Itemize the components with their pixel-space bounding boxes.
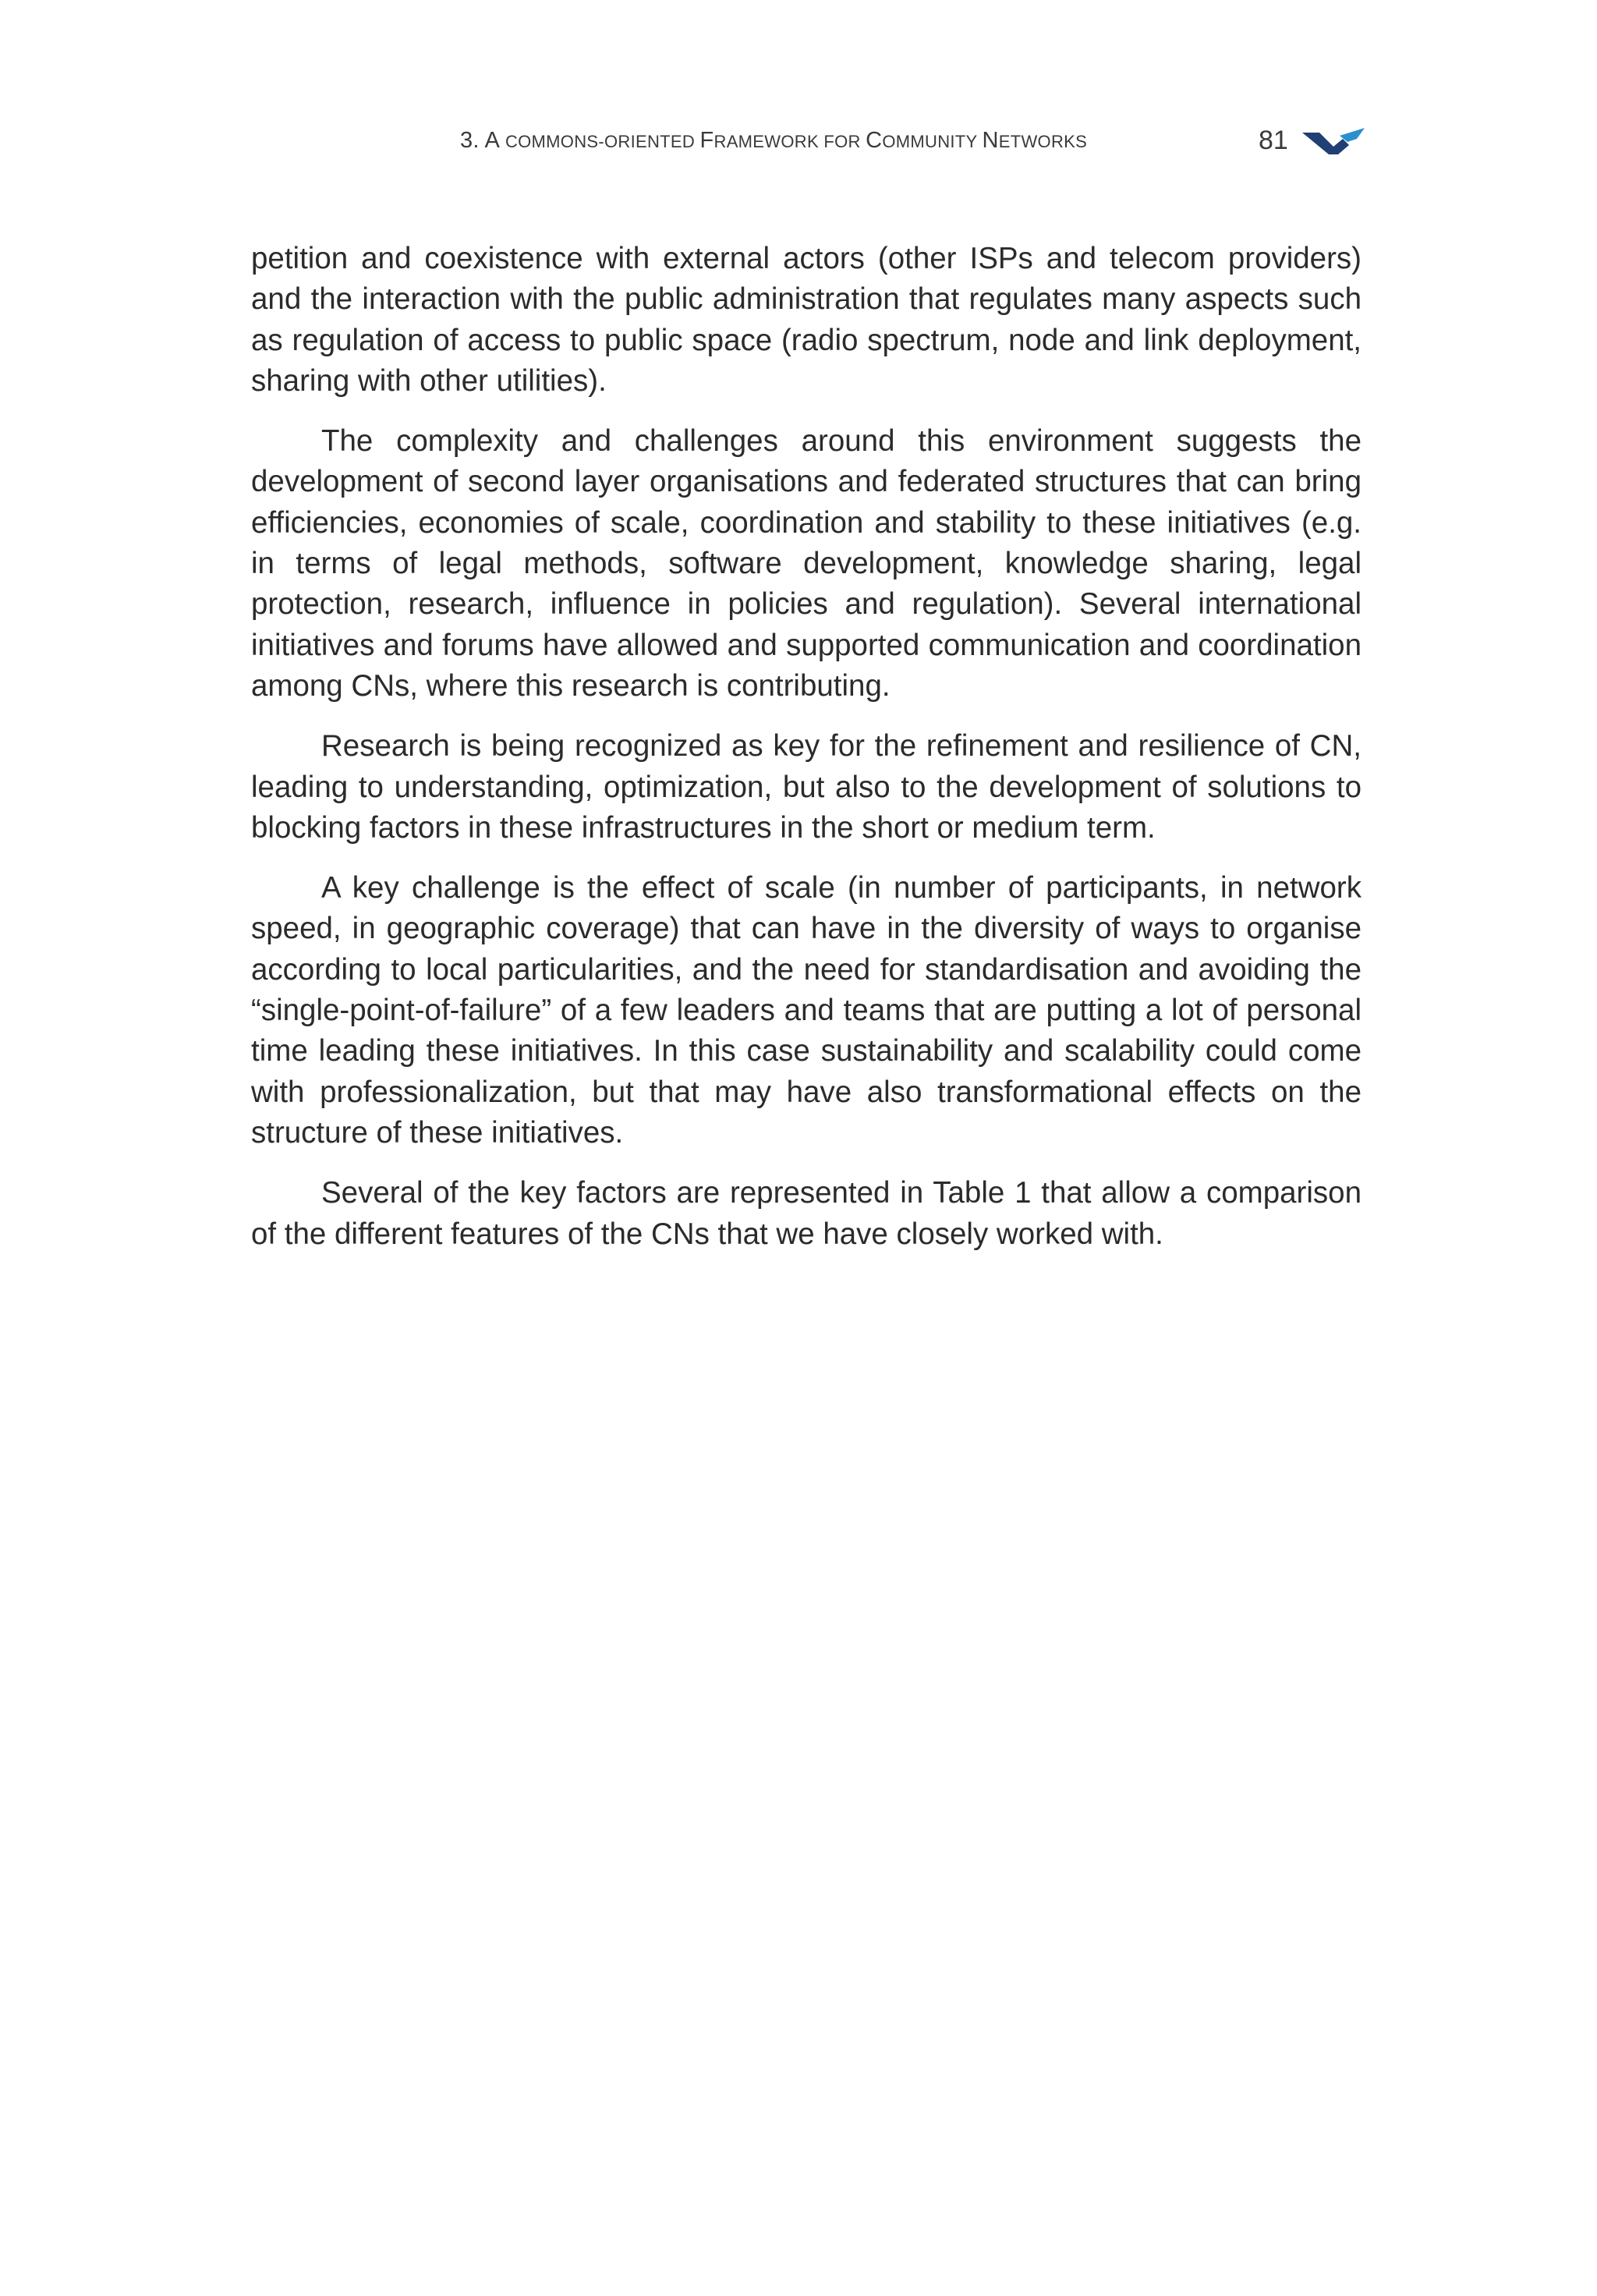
header-title-part: N	[982, 128, 999, 153]
body-text	[251, 239, 1362, 1274]
running-header	[460, 122, 1361, 159]
header-title-part: F	[699, 128, 714, 153]
header-title-part: COMMONS-ORIENTED	[505, 132, 700, 151]
running-header-title	[460, 122, 1087, 161]
paragraph: petition and coexistence with external actors (other ISPs and telecom providers) and the interaction with the public administration that regulates many aspects such as regulation of access to public space (radio spectrum, node and link deployment, sharing with other utilities).	[251, 242, 1362, 398]
header-title-part: OMMUNITY	[882, 132, 983, 151]
paragraph: Research is being recognized as key for the refinement and resilience of CN, leading to understanding, optimization, but also to the development of solutions to blocking factors in these infrastructures in the short or medium term.	[251, 729, 1362, 845]
paragraph: The complexity and challenges around this environment suggests the development of second layer organisations and federated structures that can bring efficiencies, economies of scale, coordination and stability to these initiatives (e.g. in terms of legal methods, software development, knowledge sharing, legal protection, research, influence in policies and regulation). Several international initiatives and forums have allowed and supported communication and coordination among CNs, where this research is contributing.	[251, 424, 1362, 703]
publisher-logo-icon	[1302, 126, 1365, 154]
page-number: 81	[1259, 126, 1288, 155]
header-title-part: C	[866, 128, 883, 153]
header-title-part: 3. A	[460, 128, 505, 153]
header-title-part: RAMEWORK FOR	[714, 132, 866, 151]
paragraph: A key challenge is the effect of scale (in number of participants, in network speed, in geographic coverage) that can have in the diversity of ways to organise according to local particularities, and the need for standardisation and avoiding the “single-point-of-failure” of a few leaders and teams that are putting a lot of personal time leading these initiatives. In this case sustainability and scalability could come with professionalization, but that may have also transformational effects on the structure of these initiatives.	[251, 871, 1362, 1150]
paragraph: Several of the key factors are represented in Table 1 that allow a comparison of the different features of the CNs that we have closely worked with.	[251, 1176, 1362, 1251]
header-title-part: ETWORKS	[998, 132, 1088, 151]
